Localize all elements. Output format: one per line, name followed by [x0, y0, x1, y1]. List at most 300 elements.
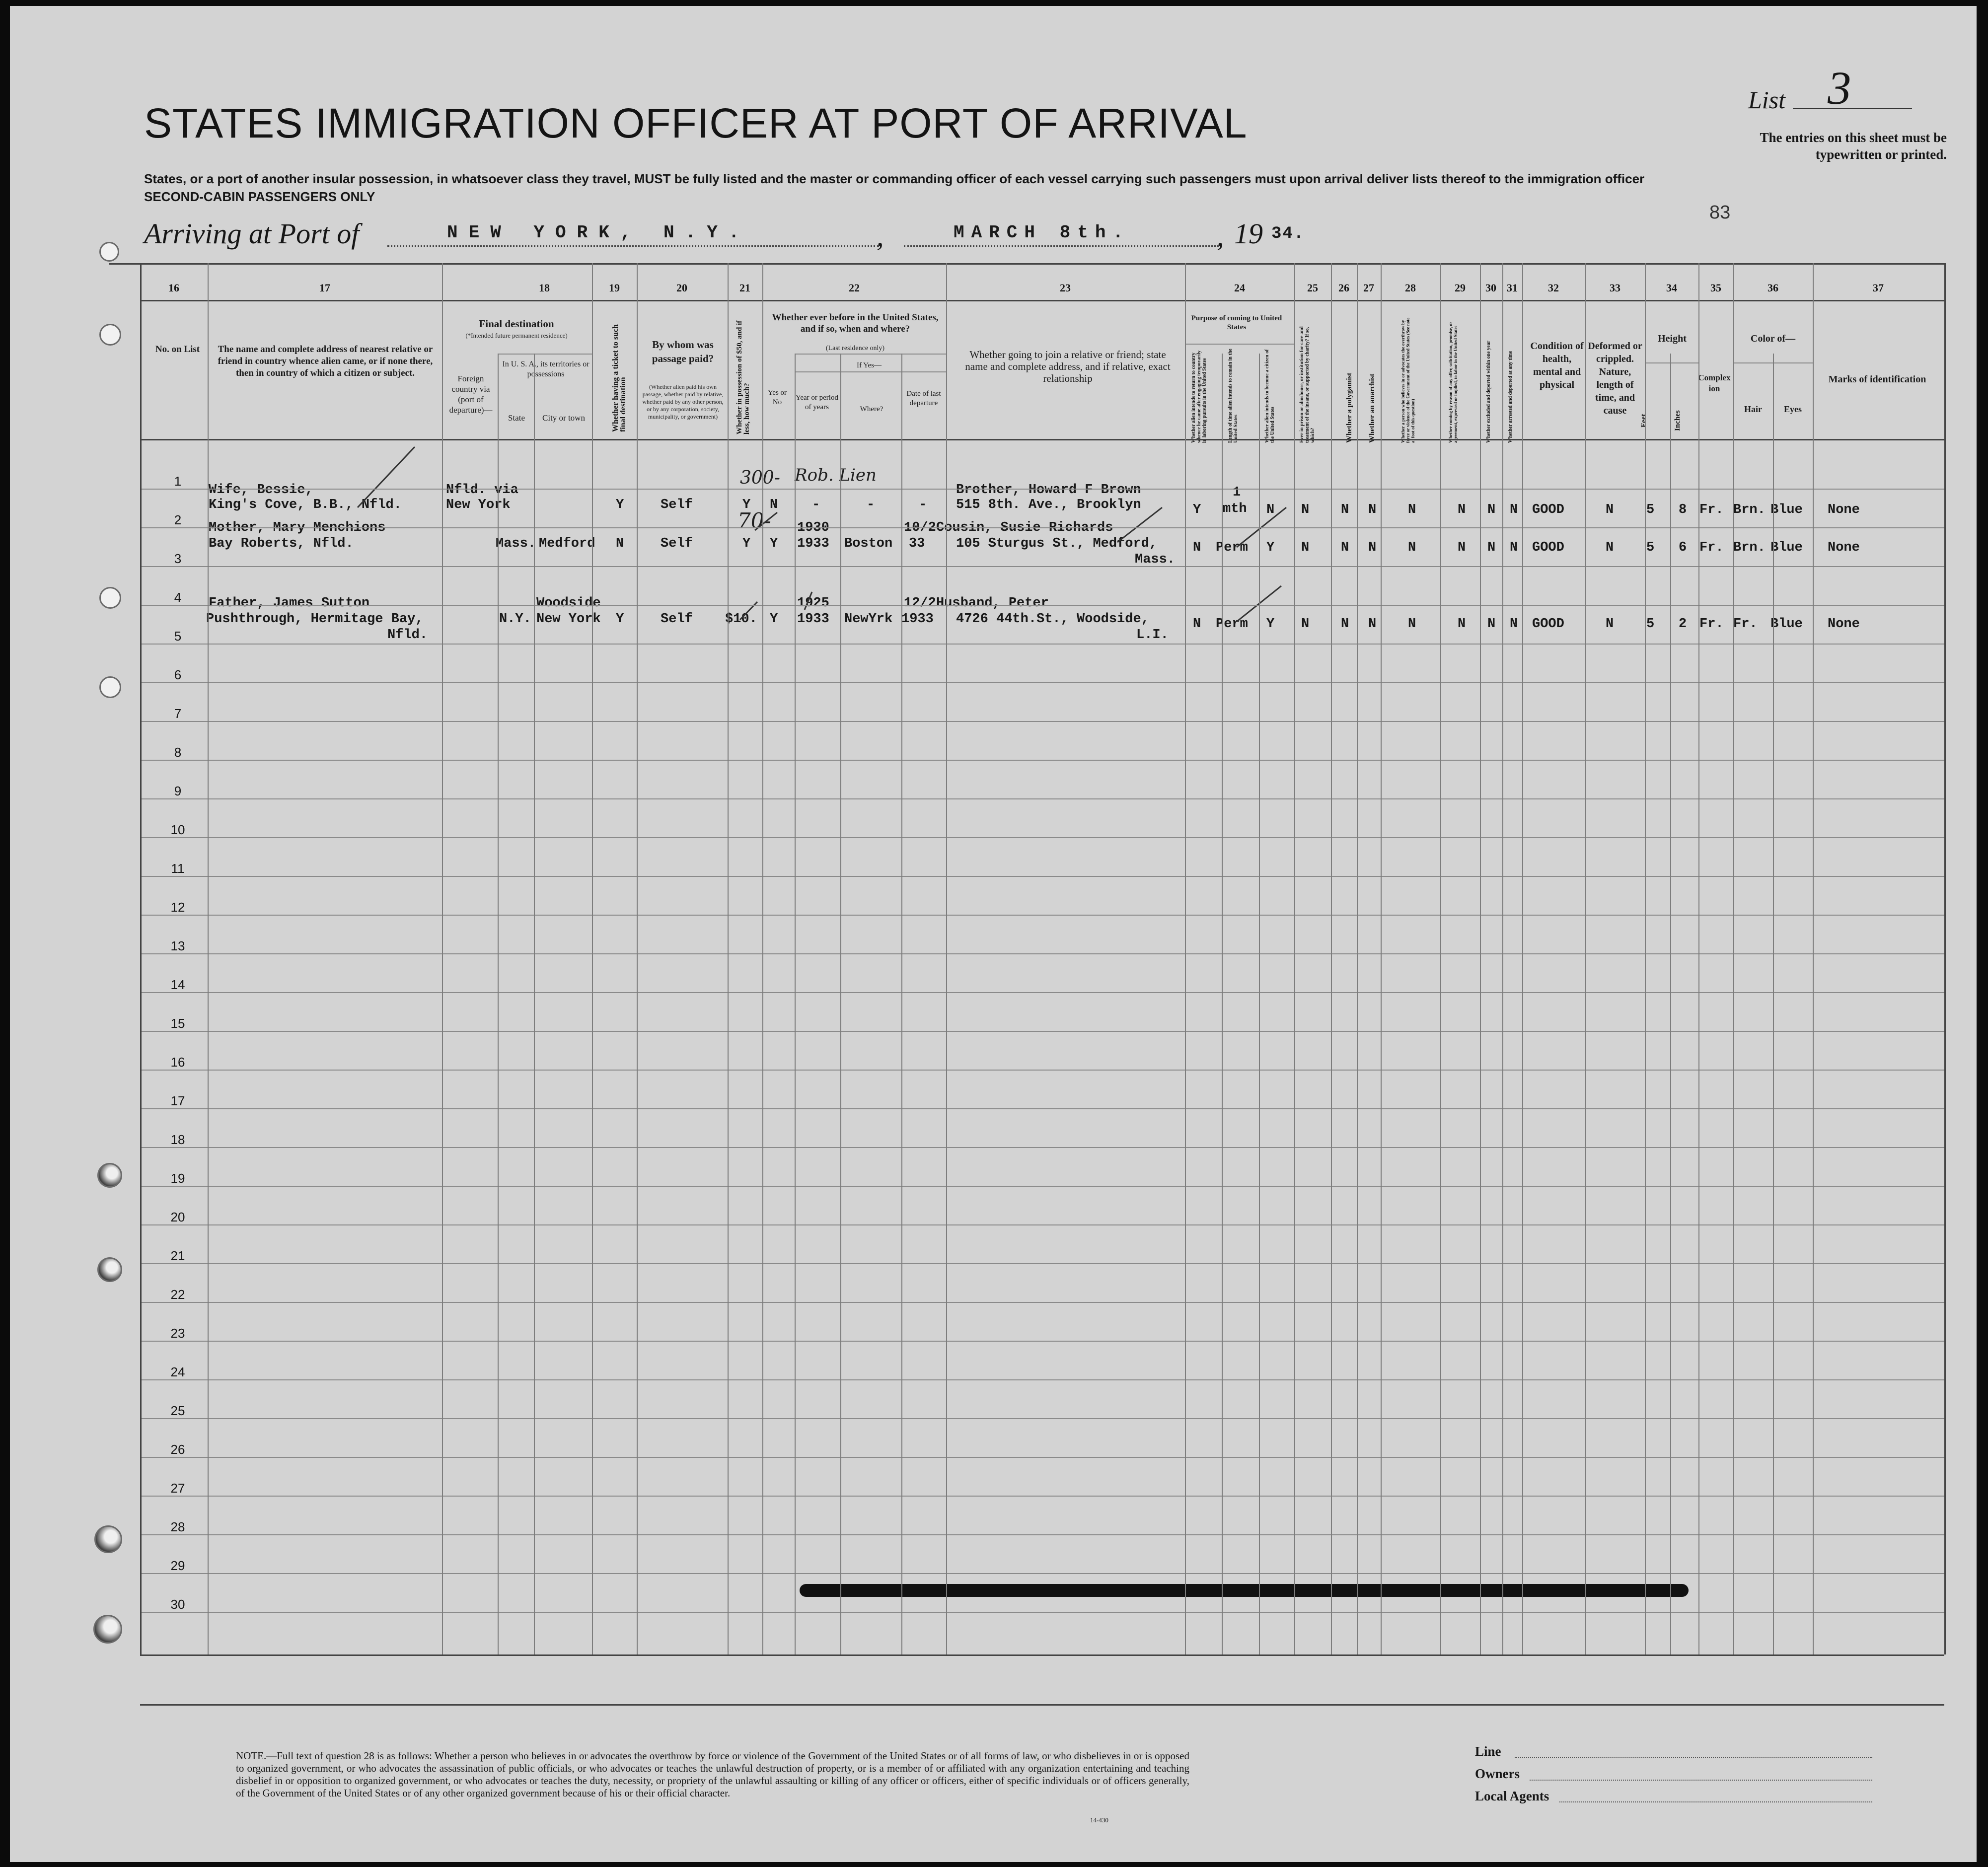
sub-rule-22b — [795, 371, 946, 372]
row-number: 5 — [174, 629, 182, 644]
column-rule — [1259, 354, 1260, 1654]
col-34-inches: Inches — [1674, 410, 1682, 431]
column-rule — [1522, 263, 1523, 1654]
col-24c-header: Whether alien intends to become a citizen of the United States — [1264, 349, 1275, 443]
col-24a-header: Whether alien intends to return to country whence he came after engaging temporarily in laboring pursuits in the United States — [1191, 350, 1207, 443]
entry-1-p24c: N — [1266, 503, 1275, 517]
entry-1-eyes: Blue — [1770, 503, 1803, 517]
sub-rule-18 — [498, 354, 592, 355]
entry-3-c25: N — [1301, 617, 1310, 632]
row-number: 20 — [170, 1210, 185, 1224]
column-number: 27 — [1363, 282, 1374, 294]
entry-1-complexion: Fr. — [1699, 503, 1724, 517]
passenger-class: SECOND-CABIN PASSENGERS ONLY — [144, 189, 375, 204]
col-18-group: Final destination — [479, 318, 554, 330]
column-number: 22 — [849, 282, 860, 294]
entry-3-city-line2: New York — [536, 612, 601, 627]
row-number: 26 — [170, 1442, 185, 1457]
entry-1-last-departure: - — [919, 498, 927, 512]
row-number: 21 — [170, 1248, 185, 1263]
local-agents-label: Local Agents — [1475, 1789, 1549, 1803]
row-rule — [140, 992, 1944, 993]
row-rule — [140, 1341, 1944, 1342]
column-rule — [1670, 354, 1671, 1654]
row-number: 9 — [174, 784, 182, 798]
row-rule — [140, 1534, 1944, 1535]
entry-1-c30: N — [1487, 503, 1496, 517]
arrival-date: MARCH 8th. — [954, 222, 1131, 243]
entry-2-paid-by: Self — [661, 536, 693, 551]
row-number: 29 — [170, 1558, 185, 1573]
column-number: 23 — [1060, 282, 1071, 294]
entry-1-join-line1: Brother, Howard F Brown — [956, 483, 1141, 498]
row-rule — [140, 837, 1944, 838]
col-22-where: Where? — [860, 405, 884, 413]
entry-3-before: Y — [770, 612, 778, 627]
row-rule — [140, 876, 1944, 877]
column-rule — [1294, 263, 1295, 1654]
column-number-rule — [140, 300, 1944, 301]
col-28-header: Whether a person who believes in or advocates the overthrow by force or violence of the Government of the United States (See note at foot of this question) — [1400, 317, 1415, 443]
entry-3-state: N.Y. — [499, 612, 531, 627]
row-rule — [140, 1418, 1944, 1419]
column-rule — [946, 263, 947, 1654]
entry-2-p24a: N — [1193, 540, 1201, 555]
entry-2-c29: N — [1458, 540, 1466, 555]
entry-1-marks: None — [1828, 503, 1860, 517]
stamp-number: 83 — [1709, 202, 1731, 223]
row-number: 2 — [174, 512, 182, 527]
col-17-header: The name and complete address of nearest relative or friend in country whence alien came, or if none there, then in country of which a citizen or subject. — [218, 344, 433, 378]
entry-3-c29: N — [1458, 617, 1466, 632]
entry-3-city-line1: Woodside — [536, 596, 601, 611]
entry-3-health: GOOD — [1532, 617, 1564, 632]
entry-3-complexion: Fr. — [1699, 617, 1724, 632]
row-number: 6 — [174, 667, 182, 682]
column-rule — [1645, 263, 1646, 1654]
col-34-header: Height — [1658, 333, 1687, 344]
entry-2-join-line1: Cousin, Susie Richards — [936, 520, 1113, 535]
column-number: 21 — [739, 282, 750, 294]
entry-3-c31: N — [1510, 617, 1518, 632]
entry-2-last-departure-line1: 10/2 — [904, 520, 936, 535]
column-rule — [795, 354, 796, 1654]
column-rule — [1773, 354, 1774, 1654]
row-rule — [140, 1031, 1944, 1032]
column-number: 20 — [676, 282, 687, 294]
header-bottom-rule — [140, 439, 1944, 440]
entry-3-last-departure-line2: 1933 — [901, 612, 934, 627]
pencil-stroke — [358, 447, 415, 507]
column-number: 29 — [1455, 282, 1466, 294]
pencil-stroke — [805, 592, 812, 610]
year-prefix: 19 — [1234, 217, 1263, 250]
row-number: 15 — [170, 1016, 185, 1031]
entry-1-foreign-line2: New York — [446, 498, 511, 512]
col-22-date: Date of last departure — [906, 390, 941, 407]
entry-1-join-line2: 515 8th. Ave., Brooklyn — [956, 498, 1141, 512]
column-number: 17 — [319, 282, 330, 294]
entry-3-p24c: Y — [1266, 617, 1275, 632]
row-number: 12 — [170, 900, 185, 915]
row-number: 16 — [170, 1055, 185, 1070]
list-label: List — [1748, 86, 1786, 114]
row-rule — [140, 682, 1944, 683]
row-rule — [140, 953, 1944, 954]
row-rule — [140, 798, 1944, 799]
row-rule — [140, 605, 1944, 606]
entry-1-relative-line1: Wife, Bessie, — [209, 483, 313, 498]
column-rule — [1585, 263, 1586, 1654]
col-36-header: Color of— — [1750, 333, 1796, 344]
sub-rule-34 — [1645, 362, 1698, 363]
entry-1-where: - — [867, 498, 875, 512]
entry-3-eyes: Blue — [1770, 617, 1803, 632]
line-label: Line — [1475, 1744, 1501, 1759]
col-30-header: Whether excluded and deported within one year — [1486, 341, 1491, 443]
column-rule — [637, 263, 638, 1654]
column-rule — [498, 354, 499, 1654]
entry-1-before: N — [770, 498, 778, 512]
entry-1-feet: 5 — [1646, 503, 1655, 517]
column-number: 30 — [1485, 282, 1496, 294]
list-number: 3 — [1828, 62, 1851, 114]
row-number: 4 — [174, 590, 182, 605]
column-number: 28 — [1405, 282, 1416, 294]
row-number: 14 — [170, 977, 185, 992]
column-number: 26 — [1338, 282, 1349, 294]
entry-3-year-line2: 1933 — [797, 612, 829, 627]
row-number: 27 — [170, 1481, 185, 1496]
entry-3-p24b: Perm — [1216, 617, 1248, 632]
col-27-header: Whether an anarchist — [1368, 373, 1376, 443]
comma: , — [877, 220, 884, 252]
col-18-sub: (*Intended future permanent residence) — [465, 332, 568, 339]
entry-2-join-line2: 105 Sturgus St., Medford, — [956, 536, 1158, 551]
row-rule — [140, 1147, 1944, 1148]
col-33-header: Deformed or crippled. Nature, length of time, and cause — [1588, 341, 1642, 416]
port-of-arrival: NEW YORK, N.Y. — [447, 222, 750, 243]
row-rule — [140, 1302, 1944, 1303]
row-rule — [140, 1186, 1944, 1187]
redaction-bar — [800, 1584, 1689, 1597]
entry-3-marks: None — [1828, 617, 1860, 632]
column-rule — [140, 263, 142, 1654]
entry-2-p24c: Y — [1266, 540, 1275, 555]
row-rule — [140, 489, 1944, 490]
typewritten-note: The entries on this sheet must be typewritten or printed. — [1760, 130, 1947, 162]
entry-3-relative-line1: Father, James Sutton — [209, 596, 370, 611]
entry-2-ticket: N — [616, 536, 624, 551]
entry-2-relative-line1: Mother, Mary Menchions — [209, 520, 386, 535]
column-rule — [208, 263, 209, 1654]
punch-hole — [97, 1257, 122, 1282]
entry-3-relative-line3: Nfld. — [387, 628, 428, 643]
col-37-header: Marks of identification — [1828, 374, 1926, 385]
sub-rule-24 — [1185, 344, 1294, 345]
pencil-marks — [10, 6, 1977, 701]
entry-2-marks: None — [1828, 540, 1860, 555]
entry-2-hair: Brn. — [1733, 540, 1766, 555]
entry-2-before: Y — [770, 536, 778, 551]
entry-1-p24a: Y — [1193, 503, 1201, 517]
col-25-header: Ever in prison or almshouse, or institution for care and treatment of the insane, or supported by charity? If so, which? — [1299, 326, 1316, 443]
column-rule — [728, 263, 729, 1654]
column-rule — [762, 263, 763, 1654]
row-rule — [140, 1263, 1944, 1264]
entry-1-relative-line2: King's Cove, B.B., Nfld. — [209, 498, 402, 512]
column-number: 32 — [1548, 282, 1559, 294]
col-36-hair: Hair — [1744, 404, 1762, 414]
punch-hole — [97, 1163, 122, 1188]
entry-2-money-handwritten: 70- — [737, 508, 771, 533]
line-signature-line — [1515, 1757, 1872, 1758]
col-22-ifyes: If Yes— — [856, 361, 882, 369]
entry-1-money-annotation: Rob. Lien — [795, 465, 877, 485]
col-20-note: (Whether alien paid his own passage, whether paid by relative, whether paid by any other person, or by any corporation, society, municipality, or government) — [642, 383, 724, 420]
owners-label: Owners — [1475, 1766, 1520, 1781]
entry-1-c25: N — [1301, 503, 1310, 517]
entry-3-join-line2: 4726 44th.St., Woodside, — [956, 612, 1149, 627]
arriving-label: Arriving at Port of — [144, 217, 360, 250]
entry-2-join-line3: Mass. — [1135, 552, 1176, 567]
row-rule — [140, 1573, 1944, 1574]
row-number: 25 — [170, 1403, 185, 1418]
entry-3-last-departure-line1: 12/2 — [904, 596, 936, 611]
row-number: 17 — [170, 1093, 185, 1108]
row-rule — [140, 1379, 1944, 1380]
column-number: 37 — [1873, 282, 1884, 294]
column-number: 33 — [1610, 282, 1620, 294]
entry-2-deformed: N — [1606, 540, 1614, 555]
row-rule — [140, 1224, 1944, 1225]
entry-1-money: Y — [742, 498, 751, 512]
entry-2-inches: 6 — [1679, 540, 1687, 555]
column-number: 16 — [168, 282, 179, 294]
entry-2-c31: N — [1510, 540, 1518, 555]
row-number: 22 — [170, 1287, 185, 1302]
entry-1-foreign-line1: Nfld. via — [446, 483, 518, 498]
entry-3-join-line3: L.I. — [1136, 628, 1169, 643]
entry-1-money-handwritten: 300- — [740, 468, 780, 488]
column-number: 31 — [1507, 282, 1518, 294]
entry-3-inches: 2 — [1679, 617, 1687, 632]
column-rule — [1185, 263, 1186, 1654]
entry-2-year-line1: 1930 — [797, 520, 829, 535]
col-21-header: Whether in possession of $50, and if less, how much? — [736, 320, 751, 434]
row-number: 10 — [170, 822, 185, 837]
row-number: 13 — [170, 938, 185, 953]
entry-2-complexion: Fr. — [1699, 540, 1724, 555]
row-rule — [140, 760, 1944, 761]
entry-2-c27: N — [1368, 540, 1377, 555]
column-rule — [1944, 263, 1946, 1654]
entry-2-p24b: Perm — [1216, 540, 1248, 555]
entry-3-paid-by: Self — [661, 612, 693, 627]
entry-3-year-line1: 1925 — [797, 596, 829, 611]
col-20-header: By whom was passage paid? — [652, 339, 714, 364]
pencil-stroke — [1117, 507, 1162, 542]
column-number: 34 — [1666, 282, 1677, 294]
punch-hole — [93, 1615, 122, 1644]
col-18-usa: In U. S. A., its territories or possessions — [502, 360, 589, 378]
entry-3-c27: N — [1368, 617, 1377, 632]
entry-3-ticket: Y — [616, 612, 624, 627]
col-29-header: Whether coming by reason of any offer, solicitation, promise, or agreement, expressed or implied, to labor in the United States — [1448, 322, 1458, 443]
column-rule — [1222, 354, 1223, 1654]
col-22-year: Year or period of years — [796, 394, 838, 411]
column-rule — [1813, 263, 1814, 1654]
col-32-header: Condition of health, mental and physical — [1530, 341, 1584, 390]
row-rule — [140, 915, 1944, 916]
col-18-foreign: Foreign country via (port of departure)— — [449, 374, 493, 415]
column-number: 36 — [1767, 282, 1778, 294]
row-rule — [140, 566, 1944, 567]
row-rule — [140, 527, 1944, 528]
entry-2-where: Boston — [844, 536, 893, 551]
row-number: 23 — [170, 1326, 185, 1341]
entry-3-feet: 5 — [1646, 617, 1655, 632]
entry-1-deformed: N — [1606, 503, 1614, 517]
col-22-yesno: Yes or No — [767, 389, 787, 406]
col-23-header: Whether going to join a relative or friend; state name and complete address, and if relative, exact relationship — [965, 349, 1171, 384]
column-rule — [1440, 263, 1441, 1654]
column-rule — [442, 263, 443, 1654]
question-28-note: NOTE.—Full text of question 28 is as follows: Whether a person who believes in or advocates the overthrow by force or violence of the Government of the United States or of all forms of law, or who disbelieves in or is opposed to organized government, or who advocates the assassination of public officials, or who advocates or teaches the unlawful destruction of property, or is a member of or affiliated with any organization entertaining and teaching disbelief in or opposition to organized government, or who advocates or teaches the duty, necessity, or propriety of the unlawful assaulting or killing of any officer or officers, either of specific individuals or of officers generally, of the Government of the United States or of any other organized government because of his or their official character. — [236, 1750, 1189, 1799]
table-bottom-rule — [140, 1654, 1944, 1656]
entry-1-c27: N — [1368, 503, 1377, 517]
row-rule — [140, 1612, 1944, 1613]
column-rule — [534, 354, 535, 1654]
row-rule — [140, 1108, 1944, 1109]
row-rule — [140, 1070, 1944, 1071]
row-rule — [140, 1496, 1944, 1497]
entry-2-c25: N — [1301, 540, 1310, 555]
entry-3-c30: N — [1487, 617, 1496, 632]
column-rule — [1357, 263, 1358, 1654]
entry-3-c28: N — [1408, 617, 1416, 632]
column-rule — [1331, 263, 1332, 1654]
entry-2-state: Mass. — [496, 536, 536, 551]
form-number: 14-430 — [1090, 1816, 1108, 1824]
manifest-sheet — [10, 6, 1977, 1862]
agents-signature-line — [1559, 1801, 1872, 1802]
column-rule — [901, 354, 902, 1654]
entry-2-city: Medford — [539, 536, 595, 551]
row-rule — [140, 644, 1944, 645]
entry-2-c30: N — [1487, 540, 1496, 555]
entry-2-c28: N — [1408, 540, 1416, 555]
col-22-sub: (Last residence only) — [825, 345, 885, 352]
col-16-header: No. on List — [155, 344, 200, 355]
col-35-header: Complexion — [1698, 373, 1731, 393]
row-number: 7 — [174, 706, 182, 721]
entry-1-c28: N — [1408, 503, 1416, 517]
entry-2-eyes: Blue — [1770, 540, 1803, 555]
col-18-city: City or town — [542, 413, 585, 423]
column-rule — [1698, 263, 1699, 1654]
row-number: 1 — [174, 474, 182, 489]
entry-1-c31: N — [1510, 503, 1518, 517]
row-number: 19 — [170, 1171, 185, 1186]
col-26-header: Whether a polygamist — [1345, 372, 1353, 443]
row-number: 28 — [170, 1519, 185, 1534]
col-24-header: Purpose of coming to United States — [1191, 314, 1282, 331]
entry-2-feet: 5 — [1646, 540, 1655, 555]
column-number: 35 — [1710, 282, 1721, 294]
comma: , — [1217, 220, 1224, 252]
owners-signature-line — [1530, 1780, 1872, 1781]
column-rule — [1381, 263, 1382, 1654]
entry-2-health: GOOD — [1532, 540, 1564, 555]
entry-2-money: Y — [742, 536, 751, 551]
entry-1-paid-by: Self — [661, 498, 693, 512]
row-number: 11 — [171, 861, 185, 876]
row-number: 24 — [170, 1364, 185, 1379]
column-rule — [1733, 263, 1734, 1654]
row-rule — [140, 721, 1944, 722]
col-22-header: Whether ever before in the United States, and if so, when and where? — [772, 312, 939, 334]
column-rule — [1480, 263, 1481, 1654]
entry-1-hair: Brn. — [1733, 503, 1766, 517]
entry-2-c26: N — [1341, 540, 1349, 555]
footer-rule — [140, 1704, 1944, 1706]
entry-1-c26: N — [1341, 503, 1349, 517]
entry-3-relative-line2: Pushthrough, Hermitage Bay, — [206, 612, 424, 627]
column-rule — [592, 263, 593, 1654]
entry-3-c26: N — [1341, 617, 1349, 632]
entry-2-year-line2: 1933 — [797, 536, 829, 551]
column-number: 18 — [539, 282, 550, 294]
punch-hole — [94, 1525, 122, 1553]
entry-1-ticket: Y — [616, 498, 624, 512]
col-36-eyes: Eyes — [1784, 404, 1802, 414]
row-number: 18 — [170, 1132, 185, 1147]
column-rule — [840, 354, 841, 1654]
entry-3-join-line1: Husband, Peter — [936, 596, 1049, 611]
entry-1-p24b-line1: 1 — [1233, 485, 1241, 500]
col-19-header: Whether having a ticket to such final destination — [611, 324, 627, 432]
entry-3-hair: Fr. — [1733, 617, 1758, 632]
form-title: STATES IMMIGRATION OFFICER AT PORT OF ARRIVAL — [144, 100, 1248, 146]
col-18-state: State — [508, 413, 525, 423]
entry-2-last-departure-line2: 33 — [909, 536, 925, 551]
entry-1-inches: 8 — [1679, 503, 1687, 517]
entry-2-relative-line2: Bay Roberts, Nfld. — [209, 536, 354, 551]
entry-3-p24a: N — [1193, 617, 1201, 632]
entry-1-p24b-line2: mth — [1223, 502, 1247, 516]
subtitle-text: States, or a port of another insular possession, in whatsoever class they travel, MUST be fully listed and the master or commanding officer of each vessel carrying such passengers must upon arrival deliver lists thereof to the immigration officer — [144, 171, 1645, 186]
year-suffix: 34. — [1271, 224, 1305, 243]
entry-3-deformed: N — [1606, 617, 1614, 632]
column-rule — [1502, 263, 1503, 1654]
row-number: 30 — [170, 1597, 185, 1612]
table-top-rule — [109, 263, 1944, 265]
col-31-header: Whether arrested and deported at any time — [1508, 351, 1513, 443]
row-number: 8 — [174, 745, 182, 760]
entry-1-c29: N — [1458, 503, 1466, 517]
entry-3-where: NewYrk — [844, 612, 893, 627]
entry-1-year: - — [812, 498, 820, 512]
column-number: 25 — [1307, 282, 1318, 294]
column-number: 24 — [1234, 282, 1245, 294]
col-34-feet: Feet — [1640, 414, 1648, 428]
sub-rule-22 — [795, 354, 946, 355]
row-number: 3 — [174, 551, 182, 566]
col-24b-header: Length of time alien intends to remain in the United States — [1228, 349, 1239, 443]
entry-3-money: $10. — [725, 612, 757, 627]
row-rule — [140, 1457, 1944, 1458]
